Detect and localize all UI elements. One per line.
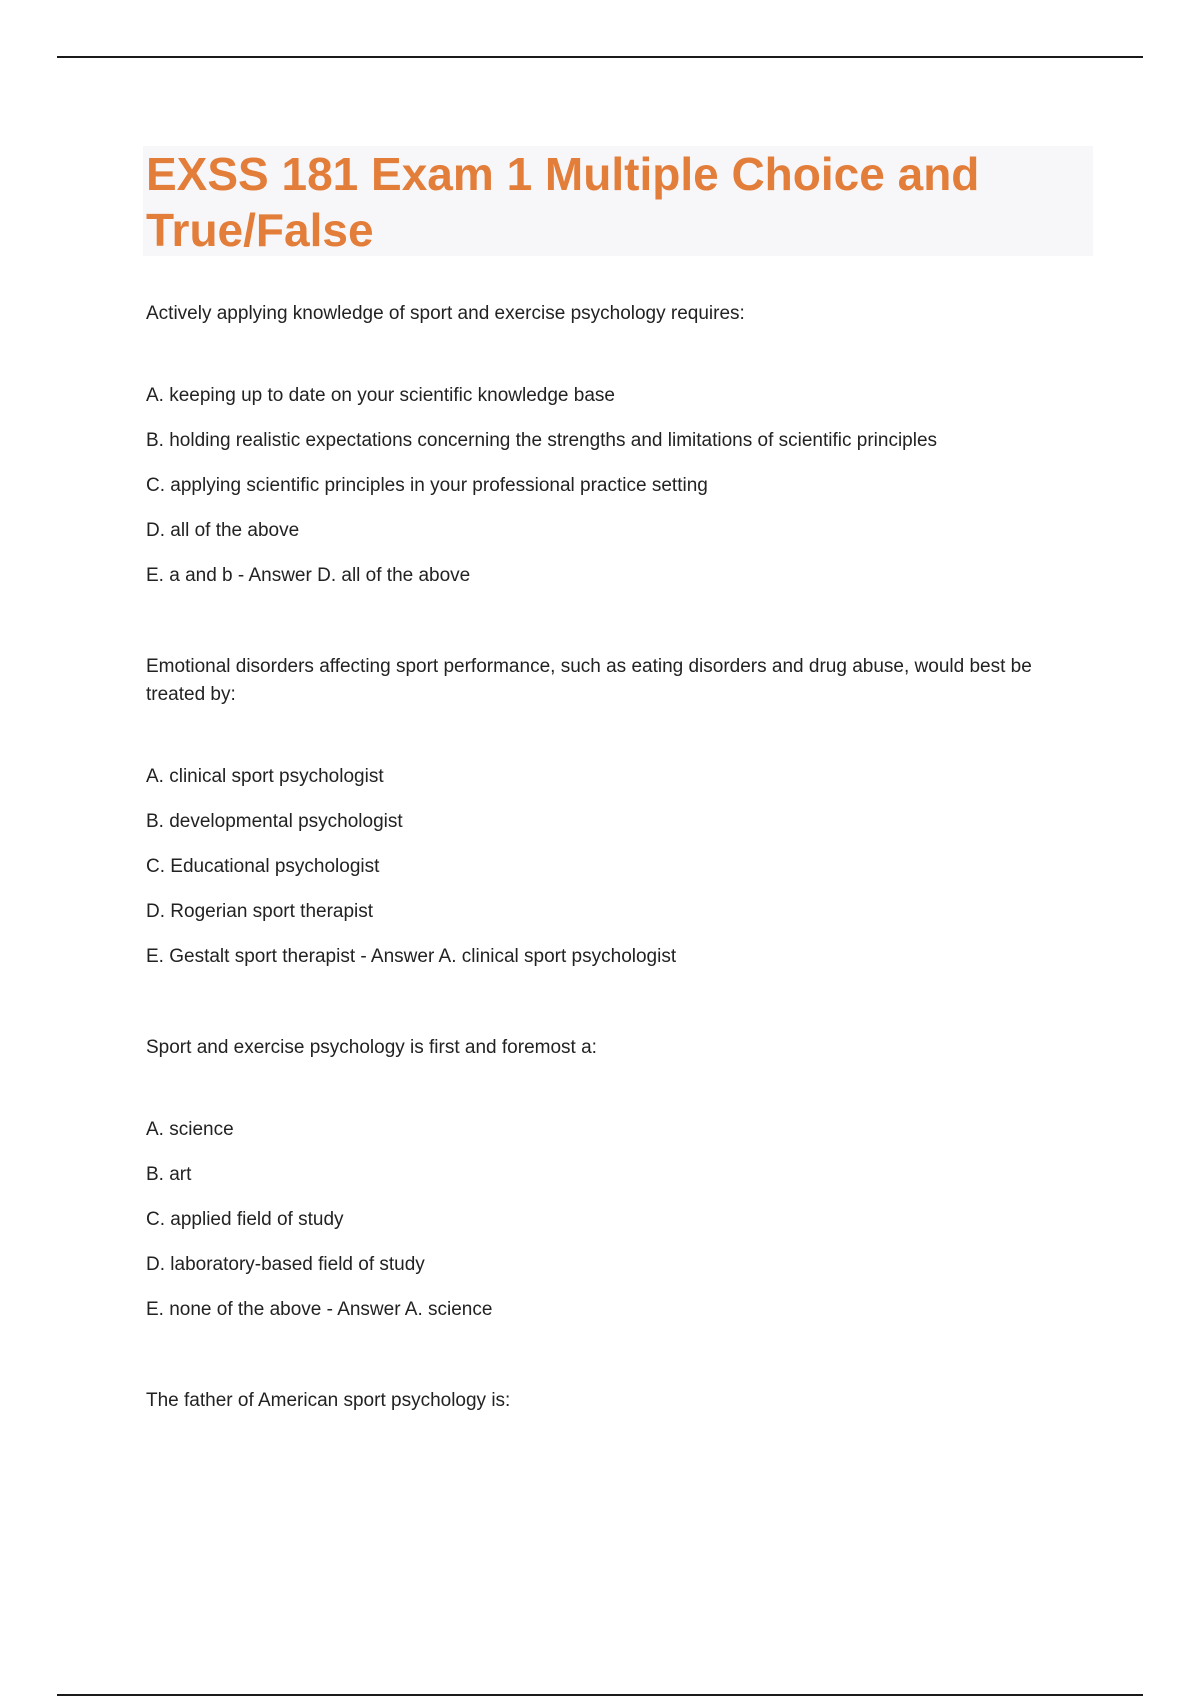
option-item: A. keeping up to date on your scientific knowledge base (146, 385, 615, 406)
option-list (146, 382, 1076, 607)
question-block (146, 1387, 1076, 1415)
question-text: Actively applying knowledge of sport and exercise psychology requires: (146, 303, 745, 324)
question-block (146, 1034, 1076, 1341)
option-item: D. Rogerian sport therapist (146, 901, 374, 922)
option-item: B. developmental psychologist (146, 811, 403, 832)
question-text: Sport and exercise psychology is first and foremost a: (146, 1037, 597, 1058)
question-text: Emotional disorders affecting sport performance, such as eating disorders and drug abuse, would best be treated by: (146, 656, 1032, 705)
option-item: C. applied field of study (146, 1209, 344, 1230)
option-item: A. science (146, 1119, 234, 1140)
question-text: The father of American sport psychology is: (146, 1390, 511, 1411)
option-item: D. laboratory-based field of study (146, 1254, 425, 1275)
option-item-answer: E. Gestalt sport therapist - Answer A. clinical sport psychologist (146, 946, 677, 967)
option-list (146, 763, 1076, 988)
option-item: C. applying scientific principles in your professional practice setting (146, 475, 708, 496)
document-title: EXSS 181 Exam 1 Multiple Choice and True/False (146, 148, 980, 256)
option-item: C. Educational psychologist (146, 856, 380, 877)
option-list (146, 1116, 1076, 1341)
footer-rule (57, 1694, 1143, 1696)
question-block (146, 653, 1076, 988)
option-item: B. art (146, 1164, 192, 1185)
header-rule (57, 56, 1143, 58)
document-body (146, 300, 1076, 1461)
question-block (146, 300, 1076, 607)
option-item-answer: E. a and b - Answer D. all of the above (146, 565, 471, 586)
option-item: A. clinical sport psychologist (146, 766, 384, 787)
option-item: B. holding realistic expectations concerning the strengths and limitations of scientific principles (146, 430, 938, 451)
option-item-answer: E. none of the above - Answer A. science (146, 1299, 493, 1320)
option-item: D. all of the above (146, 520, 300, 541)
